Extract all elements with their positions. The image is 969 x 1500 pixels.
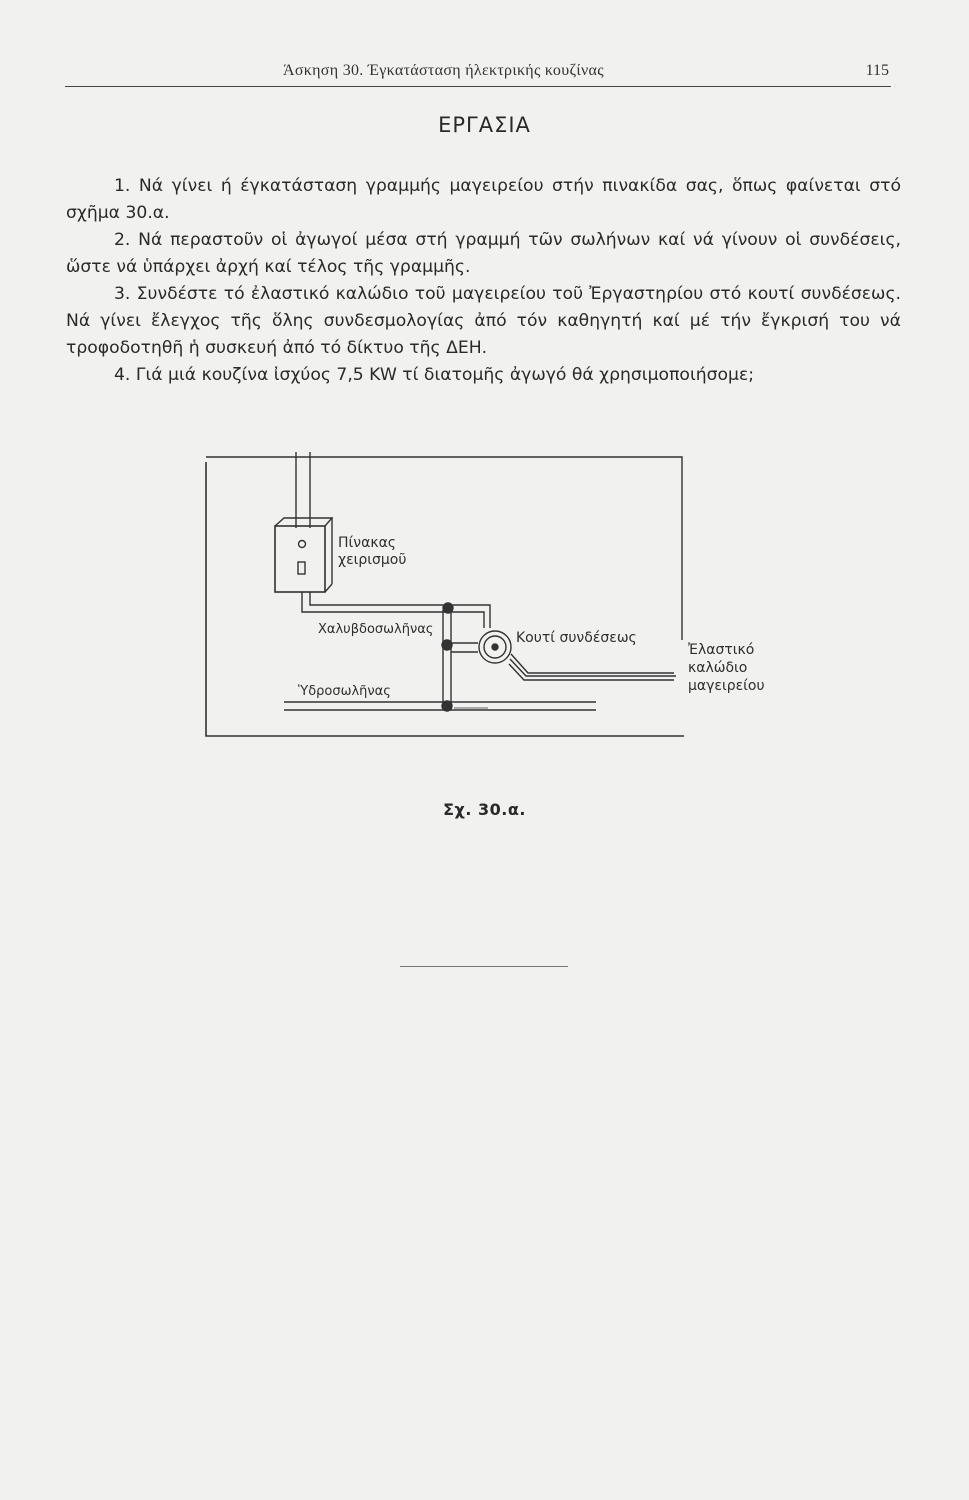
wiring-diagram [198,440,798,740]
panel-fuse [298,562,305,574]
steel-pipe-label: Χαλυβδοσωλῆνας [318,622,434,637]
pipe-clamp [442,640,452,650]
running-header [65,60,891,87]
board-outline [206,462,684,736]
bleed-through-line [400,966,568,967]
exercise-text [66,173,901,389]
header-title: Άσκηση 30. Έγκατάσταση ήλεκτρικής κουζίνας [283,62,604,79]
control-panel-box [275,526,325,592]
pipe-clamp [442,701,452,711]
page-number: 115 [865,62,889,79]
wiring-figure [198,440,798,740]
flex-cable [511,654,674,673]
section-title: ΕΡΓΑΣΙΑ [438,113,531,137]
paragraph-4: 4. Γιά μιά κουζίνα ἰσχύος 7,5 KW τί διατομῆς ἀγωγό θά χρησιμοποιήσομε; [114,365,755,385]
paragraph-2: 2. Νά περαστοῦν οἱ ἀγωγοί μέσα στή γραμμή τῶν σωλήνων καί νά γίνουν οἱ συνδέσεις, ὥστε νά ὑπάρχει ἀρχή καί τέλος τῆς γραμμῆς. [66,230,901,277]
paragraph-1: 1. Νά γίνει ή έγκατάσταση γραμμής μαγειρείου στήν πινακίδα σας, ὅπως φαίνεται στό σχῆμα 30.α. [66,176,901,223]
panel-label: Πίνακας χειρισμοῦ [338,535,407,568]
paragraph-3: 3. Συνδέστε τό ἐλαστικό καλώδιο τοῦ μαγειρείου τοῦ Ἐργαστηρίου στό κουτί συνδέσεως. Νά γίνει ἔλεγχος τῆς ὅλης συνδεσμολογίας ἀπό τόν καθηγητή καί μέ τήν ἔγκρισή του νά τροφοδοτηθῆ ἡ συσκευή ἀπό τό δίκτυο τῆς ΔΕΗ. [66,284,901,358]
flex-cable-label: Ἐλαστικό καλώδιο μαγειρείου [688,642,765,694]
junction-box-label: Κουτί συνδέσεως [516,630,637,646]
panel-switch [299,541,306,548]
water-pipe-label: Ὑδροσωλῆνας [298,684,391,699]
figure-caption: Σχ. 30.α. [443,800,526,819]
